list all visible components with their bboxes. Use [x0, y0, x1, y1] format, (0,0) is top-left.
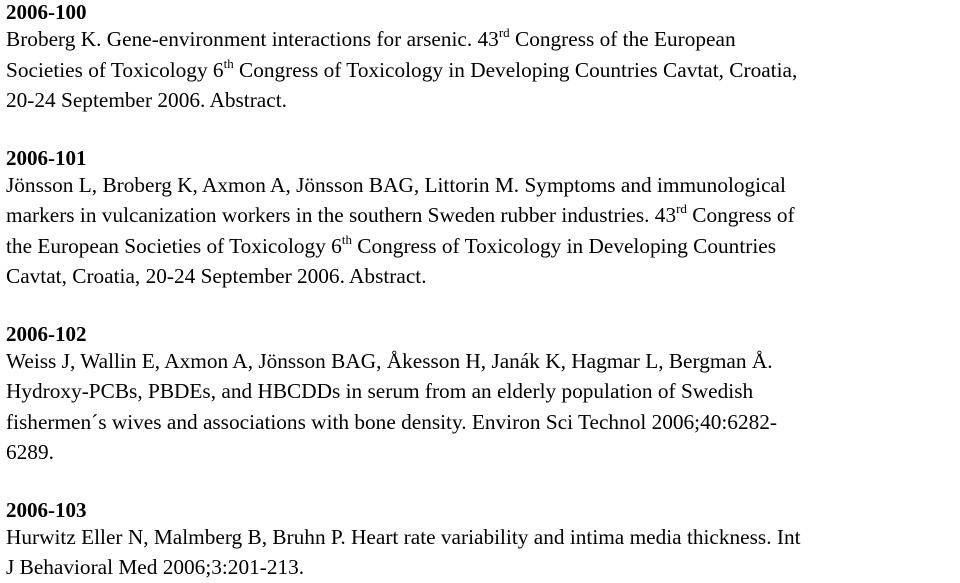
citation-text: Hydroxy-PCBs, PBDEs, and HBCDDs in serum from an elderly population of Swedish [6, 379, 754, 403]
reference-entry [6, 499, 954, 583]
citation-text: the European Societies of Toxicology 6 [6, 233, 342, 258]
entry-spacer [6, 116, 954, 146]
reference-id: 2006-100 [6, 0, 87, 24]
ordinal-superscript: rd [676, 201, 687, 216]
citation-line [6, 522, 954, 553]
reference-id: 2006-102 [6, 321, 87, 346]
entry-spacer [6, 468, 954, 498]
reference-entry [6, 323, 954, 468]
reference-citation [6, 170, 954, 292]
citation-line [6, 85, 954, 116]
entry-spacer [6, 292, 954, 322]
citation-line [6, 552, 954, 583]
reference-citation [6, 522, 954, 583]
citation-line [6, 231, 954, 262]
citation-line [6, 407, 954, 438]
citation-text: Jönsson L, Broberg K, Axmon A, Jönsson BAG, Littorin M. Symptoms and immunological [6, 172, 786, 197]
reference-id: 2006-101 [6, 145, 87, 170]
citation-text: J Behavioral Med 2006;3:201-213. [6, 555, 305, 579]
citation-text: Hurwitz Eller N, Malmberg B, Bruhn P. Heart rate variability and intima media thickness. Int [6, 524, 801, 549]
citation-line [6, 346, 954, 377]
citation-line [6, 261, 954, 292]
citation-text: 20-24 September 2006. Abstract. [6, 88, 287, 112]
reference-entry [6, 1, 954, 116]
citation-text: Cavtat, Croatia, 20-24 September 2006. Abstract. [6, 264, 427, 288]
citation-text: Congress of [686, 203, 795, 227]
reference-entry [6, 147, 954, 292]
ordinal-superscript: th [223, 55, 234, 71]
citation-line [6, 24, 954, 55]
reference-id: 2006-103 [6, 497, 87, 522]
citation-line [6, 170, 954, 201]
reference-citation [6, 346, 954, 468]
reference-citation [6, 24, 954, 116]
citation-line [6, 200, 954, 231]
citation-text: Weiss J, Wallin E, Axmon A, Jönsson BAG, Åkesson H, Janák K, Hagmar L, Bergman Å. [6, 348, 773, 373]
citation-line [6, 376, 954, 407]
citation-line [6, 437, 954, 468]
citation-text: markers in vulcanization workers in the southern Sweden rubber industries. 43 [6, 203, 677, 227]
ordinal-superscript: th [341, 231, 352, 247]
citation-text: Congress of Toxicology in Developing Countries [351, 233, 776, 258]
citation-text: Societies of Toxicology 6 [6, 57, 224, 82]
citation-text: Broberg K. Gene-environment interactions for arsenic. 43 [6, 27, 499, 51]
ordinal-superscript: rd [498, 25, 510, 40]
document-page [6, 0, 954, 583]
citation-line [6, 55, 954, 86]
citation-text: Congress of the European [509, 27, 736, 51]
citation-text: 6289. [6, 440, 54, 464]
reference-list [6, 1, 954, 583]
citation-text: Congress of Toxicology in Developing Countries Cavtat, Croatia, [233, 57, 798, 82]
citation-text: fishermen´s wives and associations with bone density. Environ Sci Technol 2006;40:6282- [6, 409, 777, 434]
